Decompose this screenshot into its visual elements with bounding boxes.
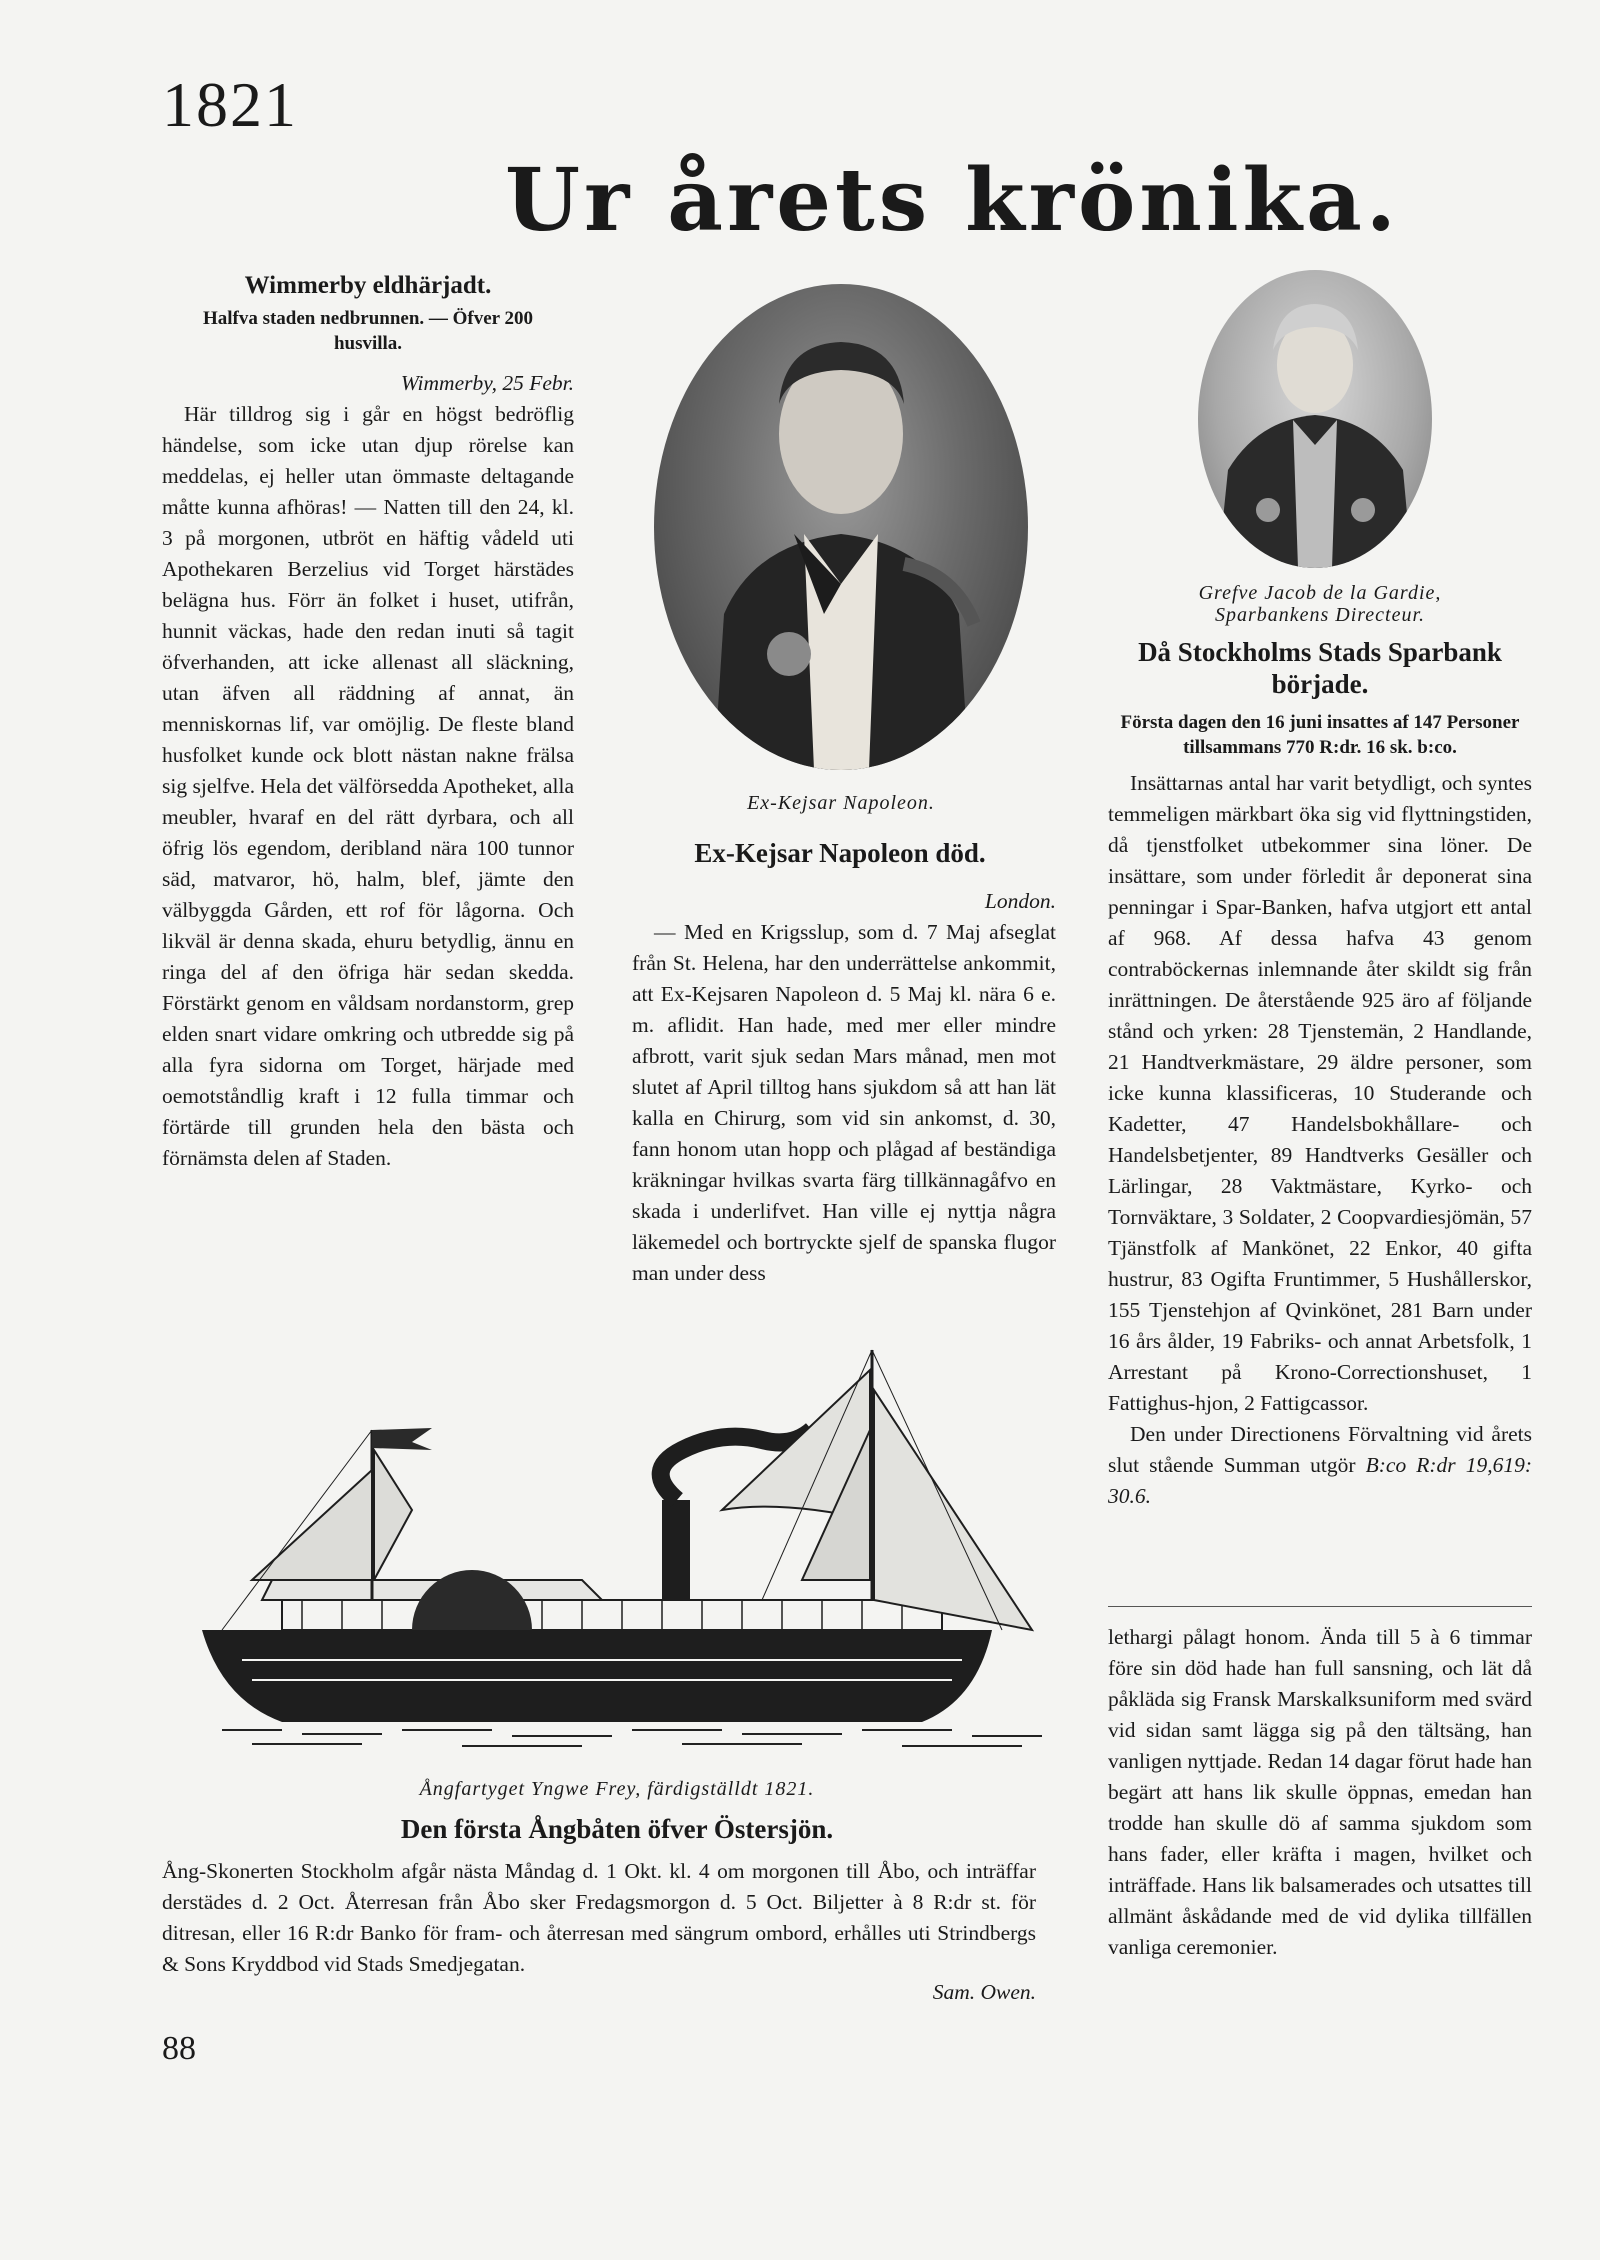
napoleon-headline: Ex-Kejsar Napoleon död. bbox=[694, 838, 986, 868]
napoleon-continuation: lethargi pålagt honom. Ända till 5 à 6 timmar före sin död hade han full sansning, och lät då påkläda sig Fransk Marskalksuniform med svärd vid sidan samt lägga sig på den tältsäng, han vanligen nyttjade. Redan 14 dagar förut hade han begärt att hans lik skulle öppnas, emedan han trodde han skulle dö af samma sjukdom som hans fader, eller kräfta i magen, hvilket och inträffade. Hans lik balsamerades och utsattes till allmänt åskådande med de vid dylika tillfällen vanliga ceremonier. bbox=[1108, 1625, 1532, 1959]
steamship-caption: Ångfartyget Yngwe Frey, färdigställdt 1821. bbox=[419, 1778, 815, 1800]
de-la-gardie-caption bbox=[1150, 582, 1490, 626]
steamship-illustration bbox=[162, 1330, 1072, 1770]
left-dateline: Wimmerby, 25 Febr. bbox=[400, 371, 574, 395]
napoleon-figure-icon bbox=[654, 284, 1028, 770]
napoleon-portrait bbox=[654, 284, 1028, 770]
sparbank-body: Insättarnas antal har varit betydligt, och syntes temmeligen märkbart öka sig vid flyttningstiden, då tjenstfolket utbekommer sina löner. De insättare, som under förledit år deponerat sina penningar i Spar-Banken, hafva utgjort ett antal af 968. Af dessa hafva 43 genom contraböckernas inlemnande åter skildt sig från inrättningen. De återstående 925 äro af följande stånd och yrken: 28 Tjenstemän, 2 Handlande, 21 Handtverkmästare, 29 äldre personer, som icke kunna klassificeras, 10 Studerande och Kadetter, 47 Handelsbokhållare- och Handelsbetjenter, 89 Handtverks Gesäller och Lärlingar, 28 Vaktmästare, Kyrko- och Tornväktare, 3 Soldater, 2 Coopvardiesjömän, 57 Tjänstfolk af Mankönet, 22 Enkor, 40 gifta hustrur, 83 Ogifta Fruntimmer, 5 Hushållerskor, 155 Tjenstehjon af Qvinkönet, 281 Barn under 16 års ålder, 19 Fabriks- och annat Arbetsfolk, 1 Arrestant på Krono-Correctionshuset, 1 Fattighus-hjon, 2 Fattigcassor. bbox=[1108, 771, 1532, 1415]
steamship-headline: Den första Ångbåten öfver Östersjön. bbox=[400, 1814, 834, 1844]
napoleon-body: — Med en Krigsslup, som d. 7 Maj afseglat från St. Helena, har den underrättelse ankommit, att Ex-Kejsaren Napoleon d. 5 Maj kl. nära 6 e. m. aflidit. Han hade, med mer eller mindre afbrott, varit sjuk sedan Mars månad, men mot slutet af April tilltog hans sjukdom så att han lät kalla en Chirurg, som vid sin ankomst, d. 30, fann honom utan hopp och plågad af beständiga kräkningar hvilkas svarta färg tillkännagåfvo en skada i underlifvet. Han ville ej nyttja några läkemedel och bortryckte sjelf de spanska flugor man under dess bbox=[632, 920, 1056, 1285]
steamship-body: Ång-Skonerten Stockholm afgår nästa Måndag d. 1 Okt. kl. 4 om morgonen till Åbo, och inträffar derstädes d. 2 Oct. Återresan från Åbo sker Fredagsmorgon d. 5 Oct. Biljetter à 8 R:dr st. för ditresan, eller 16 R:dr Banko för fram- och återresan med sängrum ombord, erhålles uti Strindbergs & Sons Kryddbod vid Stads Smedjegatan. bbox=[162, 1859, 1036, 1976]
sparbank-body-closing: Den under Directionens Förvaltning vid årets slut stående Summan utgör bbox=[1108, 1422, 1532, 1477]
napoleon-caption: Ex-Kejsar Napoleon. bbox=[747, 792, 935, 814]
year-heading: 1821 bbox=[162, 69, 298, 140]
de-la-gardie-caption-line1: Grefve Jacob de la Gardie, bbox=[1198, 582, 1442, 604]
napoleon-article bbox=[632, 886, 1056, 1289]
de-la-gardie-caption-line2: Sparbankens Directeur. bbox=[1214, 604, 1426, 626]
left-article bbox=[162, 272, 574, 1174]
sparbank-headline: Då Stockholms Stads Sparbank började. bbox=[1138, 637, 1502, 699]
left-headline: Wimmerby eldhärjadt. bbox=[244, 272, 492, 299]
page-number: 88 bbox=[162, 2030, 196, 2067]
sparbank-sum: B:co R:dr 19,619: 30.6. bbox=[1108, 1453, 1533, 1508]
steamship-icon bbox=[162, 1330, 1072, 1770]
left-body: Här tilldrog sig i går en högst bedröflig händelse, som icke utan djup rörelse kan meddelas, ej heller utan ömmaste deltagande måtte kunna afhöras! — Natten till den 24, kl. 3 på morgonen, utbröt en häftig vådeld uti Apothekaren Berzelius vid Torget härstädes belägna hus. Förr än folket i huset, utifrån, hunnit väckas, hade den redan inuti så tagit öfverhanden, att icke allenast all släckning, utan äfven all räddning af annat, än menniskornas lif, var omöjlig. De fleste bland husfolket kunde ock blott nästan nakne frälsa sig sjelfve. Hela det välförsedda Apotheket, alla meubler, hvaraf en del rätt dyrbara, och all öfrig lös egendom, deribland nära 100 tunnor säd, matvaror, hö, halm, blef, jämte den välbyggda Gården, ett rof för lågorna. Och likväl är denna skada, ehuru betydlig, ännu en ringa del af den öfriga här sedan skedda. Förstärkt genom en våldsam nordanstorm, grep elden snart vidare omkring och utbredde sig på alla fyra sidorna om Torget, härjade med oemotståndlig kraft i 12 fulla timmar och förtärde till grunden hela den bästa och förnämsta delen af Staden. bbox=[162, 402, 574, 1170]
napoleon-dateline: London. bbox=[984, 889, 1056, 913]
column-divider bbox=[1108, 1606, 1532, 1607]
left-subheadline: Halfva staden nedbrunnen. — Öfver 200 husvilla. bbox=[202, 308, 534, 354]
steamship-signature: Sam. Owen. bbox=[932, 1980, 1036, 2004]
de-la-gardie-portrait bbox=[1198, 270, 1432, 568]
steamship-article bbox=[162, 1856, 1036, 1980]
de-la-gardie-figure-icon bbox=[1198, 270, 1432, 568]
page-title: Ur årets krönika. bbox=[505, 150, 1400, 251]
sparbank-subheadline: Första dagen den 16 juni insattes af 147 Personer tillsammans 770 R:dr. 16 sk. b:co. bbox=[1120, 712, 1520, 758]
sparbank-article bbox=[1108, 768, 1532, 1512]
